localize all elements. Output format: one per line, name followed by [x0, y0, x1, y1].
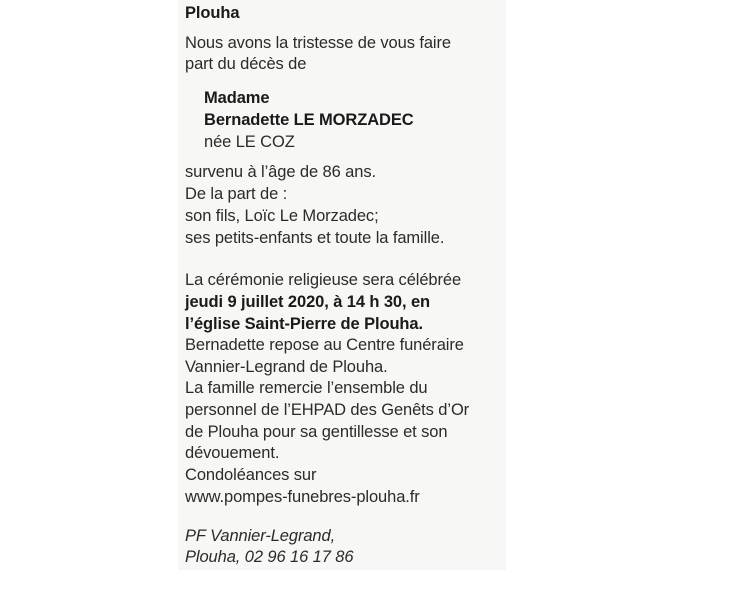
- condolences-label: Condoléances sur: [185, 466, 317, 484]
- details-line-3: La famille remercie l’ensemble du: [185, 379, 428, 397]
- details-line-4: personnel de l’EHPAD des Genêts d’Or: [185, 401, 470, 419]
- deceased-name: Bernadette LE MORZADEC: [204, 111, 414, 129]
- town-heading: Plouha: [185, 4, 240, 22]
- family-line-3: son fils, Loïc Le Morzadec;: [185, 207, 379, 225]
- intro-line-1: Nous avons la tristesse de vous faire: [185, 34, 451, 52]
- details-line-6: dévouement.: [185, 444, 280, 462]
- details-line-2: Vannier-Legrand de Plouha.: [185, 358, 388, 376]
- deceased-maiden-name: née LE COZ: [204, 133, 295, 151]
- ceremony-intro: La cérémonie religieuse sera célébrée: [185, 271, 462, 289]
- condolences-website: www.pompes-funebres-plouha.fr: [185, 488, 420, 506]
- family-line-2: De la part de :: [185, 185, 288, 203]
- deceased-title: Madame: [204, 89, 270, 107]
- details-line-1: Bernadette repose au Centre funéraire: [185, 336, 464, 354]
- signature-company: PF Vannier-Legrand,: [185, 527, 336, 545]
- ceremony-date: jeudi 9 juillet 2020, à 14 h 30, en: [185, 293, 431, 311]
- family-line-4: ses petits-enfants et toute la famille.: [185, 229, 445, 247]
- family-line-1: survenu à l’âge de 86 ans.: [185, 163, 376, 181]
- intro-line-2: part du décès de: [185, 55, 307, 73]
- signature-contact: Plouha, 02 96 16 17 86: [185, 548, 354, 566]
- details-line-5: de Plouha pour sa gentillesse et son: [185, 423, 448, 441]
- ceremony-place: l’église Saint-Pierre de Plouha.: [185, 315, 423, 333]
